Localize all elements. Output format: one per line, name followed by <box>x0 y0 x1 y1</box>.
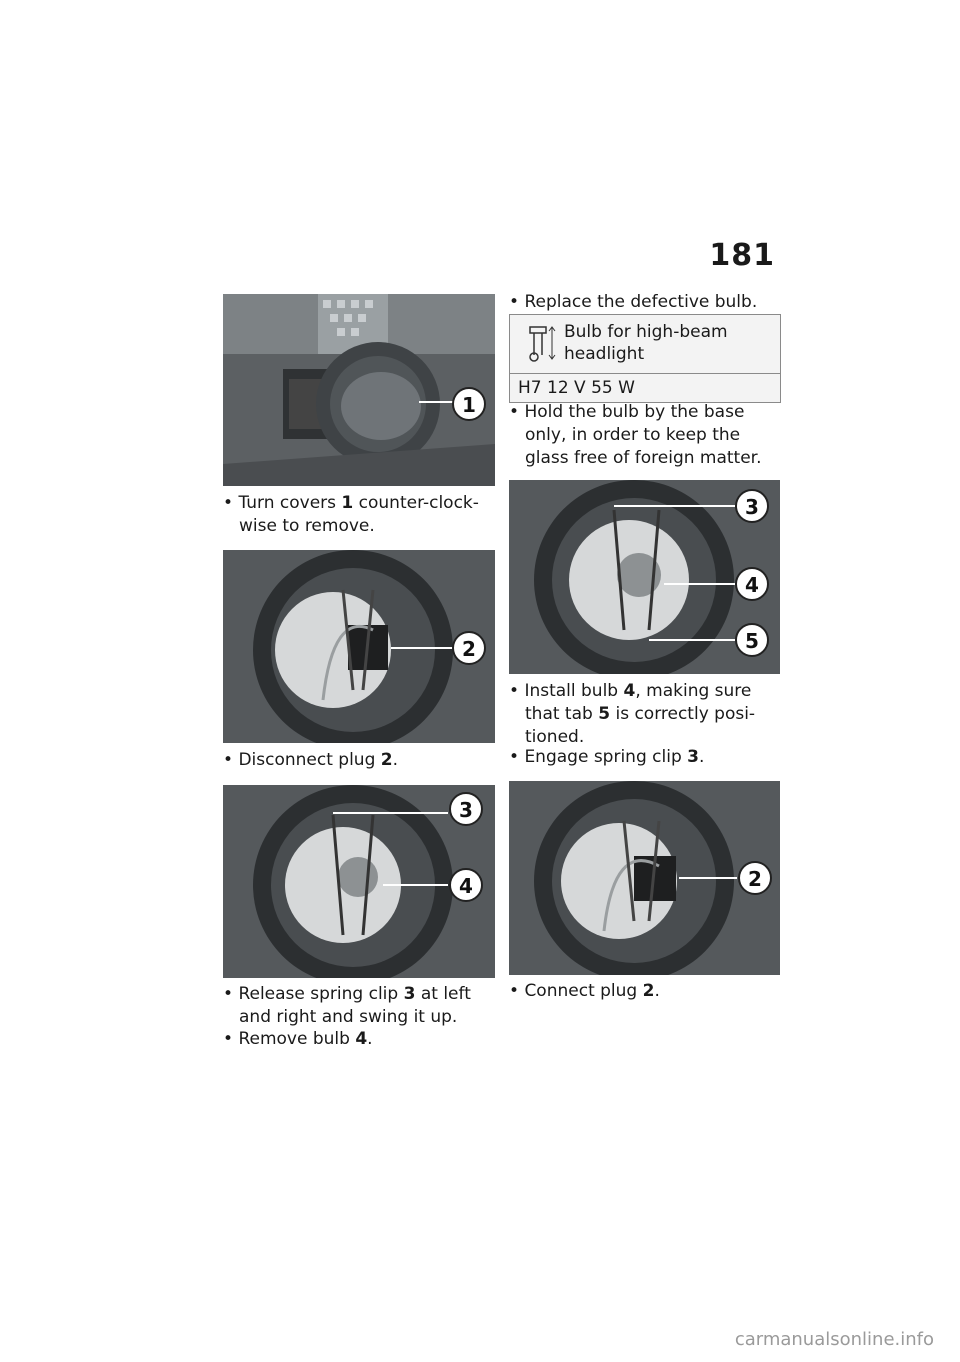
spec-value: H7 12 V 55 W <box>510 373 780 402</box>
figure-headlight-cover <box>223 294 495 486</box>
callout-label: 5 <box>745 629 759 653</box>
step-text: • Release spring clip 3 at left and right and swing it up. <box>223 984 471 1027</box>
step-text: • Install bulb 4, making sure that tab 5 is correctly posi-tioned. <box>509 681 755 747</box>
step-engage-clip <box>509 746 781 769</box>
callout-label: 3 <box>745 495 759 519</box>
spec-title: Bulb for high-beam headlight <box>564 322 728 364</box>
figure-connect-plug <box>509 781 780 975</box>
figure-spring-clip <box>223 785 495 978</box>
step-text: • Replace the defective bulb. <box>509 292 757 312</box>
step-install-bulb <box>509 680 781 749</box>
spec-header <box>510 315 780 373</box>
spec-table <box>509 314 781 403</box>
figure-bulb-tab <box>509 480 780 674</box>
step-turn-covers <box>223 492 495 538</box>
step-replace-bulb <box>509 291 781 314</box>
page-number: 181 <box>709 238 775 273</box>
bulb-icon <box>520 321 560 365</box>
callout-label: 1 <box>462 393 476 417</box>
callout-label: 4 <box>745 573 759 597</box>
step-remove-bulb <box>223 1028 495 1051</box>
step-text: • Remove bulb 4. <box>223 1029 373 1049</box>
step-text: • Engage spring clip 3. <box>509 747 704 767</box>
step-hold-bulb <box>509 401 781 470</box>
callout-label: 4 <box>459 874 473 898</box>
step-text: • Connect plug 2. <box>509 981 660 1001</box>
step-text: • Turn covers 1 counter-clock-wise to remove. <box>223 493 479 536</box>
callout-label: 3 <box>459 798 473 822</box>
footer-watermark[interactable]: carmanualsonline.info <box>734 1329 934 1350</box>
step-release-clip <box>223 983 495 1029</box>
step-disconnect-plug <box>223 749 495 772</box>
callout-label: 2 <box>748 867 762 891</box>
callout-label: 2 <box>462 637 476 661</box>
figure-plug <box>223 550 495 743</box>
step-text: • Hold the bulb by the base only, in order to keep the glass free of foreign matter. <box>509 402 762 468</box>
step-connect-plug <box>509 980 781 1003</box>
step-text: • Disconnect plug 2. <box>223 750 398 770</box>
